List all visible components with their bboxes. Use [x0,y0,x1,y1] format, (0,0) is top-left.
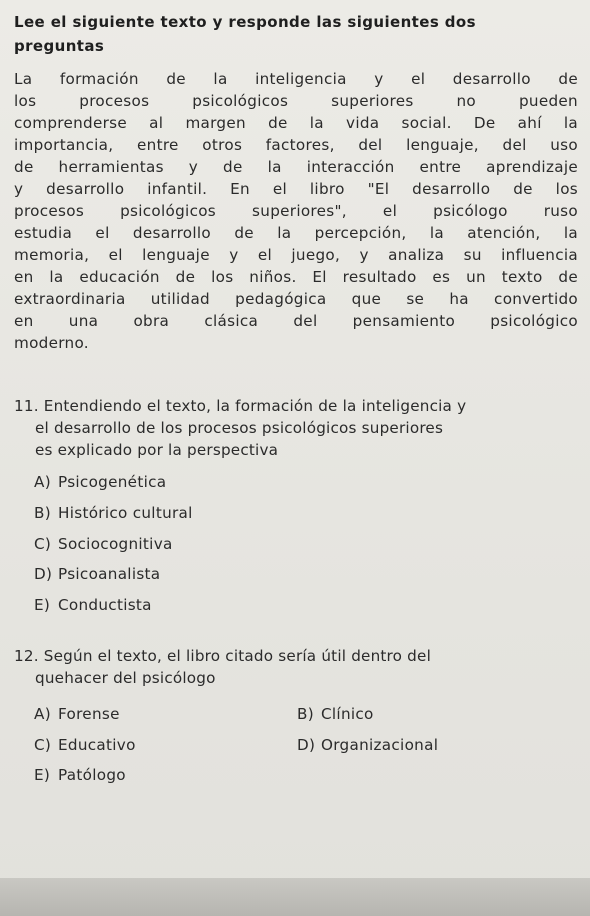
passage-line: La formación de la inteligencia y el desarrollo de [14,70,578,88]
option-text: Clínico [321,705,374,723]
question-11-line: el desarrollo de los procesos psicológicos superiores [35,419,444,437]
question-11-stem [14,395,574,461]
question-11-option-a[interactable] [34,471,166,493]
passage-line: moderno. [14,334,89,352]
option-letter: C) [34,535,52,553]
option-letter: A) [34,705,51,723]
question-12-option-c[interactable] [34,734,136,756]
option-text: Conductista [58,596,152,614]
question-12-option-a[interactable] [34,703,120,725]
page-bottom-shadow [0,878,590,916]
option-letter: B) [297,705,314,723]
question-12-line: 12. Según el texto, el libro citado sería útil dentro del [14,647,431,665]
question-12-option-e[interactable] [34,764,126,786]
passage-line: y desarrollo infantil. En el libro "El desarrollo de los [14,180,578,198]
passage-line: memoria, el lenguaje y el juego, y analiza su influencia [14,246,578,264]
option-text: Patólogo [58,766,126,784]
option-letter: D) [297,736,316,754]
question-11-option-d[interactable] [34,563,160,585]
question-11-option-e[interactable] [34,594,152,616]
option-text: Educativo [58,736,136,754]
passage-line: en la educación de los niños. El resultado es un texto de [14,268,578,286]
passage-line: de herramientas y de la interacción entre aprendizaje [14,158,578,176]
option-text: Organizacional [321,736,439,754]
option-letter: B) [34,504,51,522]
passage-line: en una obra clásica del pensamiento psicológico [14,312,578,330]
option-text: Psicogenética [58,473,167,491]
passage-line: extraordinaria utilidad pedagógica que se ha convertido [14,290,578,308]
option-text: Forense [58,705,120,723]
option-text: Sociocognitiva [58,535,173,553]
option-letter: E) [34,596,51,614]
passage-line: importancia, entre otros factores, del lenguaje, del uso [14,136,578,154]
instructions-heading: Lee el siguiente texto y responde las siguientes dos preguntas [14,13,476,55]
question-12-option-b[interactable] [297,703,374,725]
question-11-option-b[interactable] [34,502,193,524]
question-12-option-d[interactable] [297,734,438,756]
passage-line: procesos psicológicos superiores", el psicólogo ruso [14,202,578,220]
option-letter: E) [34,766,51,784]
option-text: Psicoanalista [58,565,161,583]
question-11-option-c[interactable] [34,533,173,555]
question-11-line: es explicado por la perspectiva [35,441,279,459]
question-12-stem [14,645,574,689]
question-11-line: 11. Entendiendo el texto, la formación de la inteligencia y [14,397,467,415]
option-letter: A) [34,473,51,491]
question-12-line: quehacer del psicólogo [35,669,216,687]
option-text: Histórico cultural [58,504,193,522]
passage-line: los procesos psicológicos superiores no pueden [14,92,578,110]
passage-line: comprenderse al margen de la vida social. De ahí la [14,114,578,132]
reading-passage [14,68,578,354]
option-letter: C) [34,736,52,754]
option-letter: D) [34,565,53,583]
passage-line: estudia el desarrollo de la percepción, la atención, la [14,224,578,242]
